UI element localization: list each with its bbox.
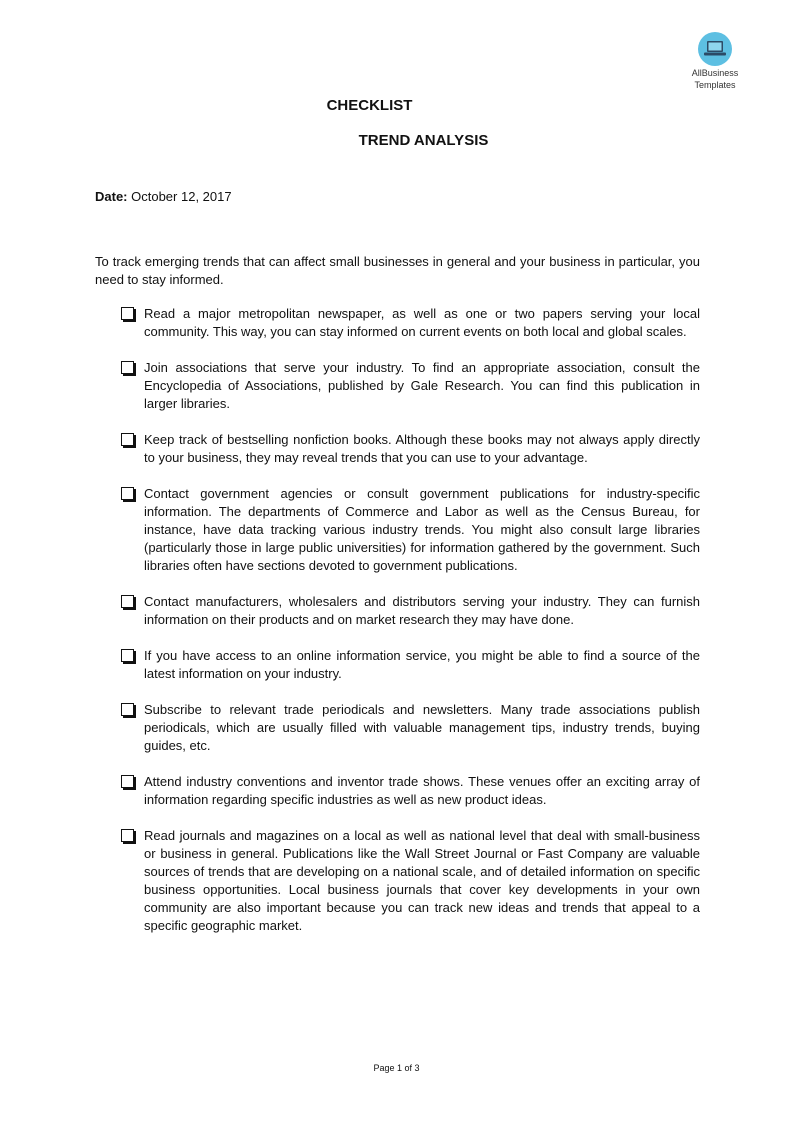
checklist-item	[121, 647, 700, 683]
checkbox[interactable]	[121, 775, 134, 788]
checklist-item-text: If you have access to an online information service, you might be able to find a source of the latest information on your industry.	[144, 648, 700, 681]
checkbox[interactable]	[121, 703, 134, 716]
checklist-item-text: Contact government agencies or consult government publications for industry-specific information. The departments of Commerce and Labor as well as the Census Bureau, for instance, have data tracking various industry trends. You might also consult large libraries (particularly those in large public universities) for information gathered by the government. Such libraries often have sections devoted to government publications.	[144, 486, 700, 573]
checklist-item	[121, 827, 700, 935]
logo-text-line1: AllBusiness	[691, 68, 739, 78]
page-title: CHECKLIST	[326, 97, 413, 114]
checklist-item	[121, 773, 700, 809]
checklist-item	[121, 593, 700, 629]
checklist-item-text: Attend industry conventions and inventor trade shows. These venues offer an exciting array of information regarding specific industries as well as new product ideas.	[144, 774, 700, 807]
checklist-item-text: Read a major metropolitan newspaper, as well as one or two papers serving your local community. This way, you can stay informed on current events on both local and global scales.	[144, 306, 700, 339]
page-subtitle: TREND ANALYSIS	[358, 132, 489, 149]
checklist-item-text: Contact manufacturers, wholesalers and distributors serving your industry. They can furnish information on their products and on market research they may have done.	[144, 594, 700, 627]
date-value: October 12, 2017	[127, 189, 232, 204]
checkbox[interactable]	[121, 487, 134, 500]
checklist-item	[121, 305, 700, 341]
date-label: Date:	[95, 189, 128, 204]
checklist-item	[121, 701, 700, 755]
checkbox[interactable]	[121, 649, 134, 662]
checklist-item	[121, 359, 700, 413]
checklist-item	[121, 485, 700, 575]
laptop-icon	[698, 32, 732, 66]
checklist-item-text: Subscribe to relevant trade periodicals and newsletters. Many trade associations publish periodicals, which are usually filled with valuable management tips, industry trends, buying guides, etc.	[144, 702, 700, 753]
checkbox[interactable]	[121, 595, 134, 608]
checkbox[interactable]	[121, 433, 134, 446]
checklist	[121, 305, 700, 953]
checklist-item-text: Keep track of bestselling nonfiction books. Although these books may not always apply directly to your business, they may reveal trends that you can use to your advantage.	[144, 432, 700, 465]
checkbox[interactable]	[121, 829, 134, 842]
date-line	[95, 189, 232, 204]
logo	[684, 32, 746, 90]
checkbox[interactable]	[121, 307, 134, 320]
intro-paragraph: To track emerging trends that can affect small businesses in general and your business in particular, you need to stay informed.	[95, 254, 700, 287]
page-number: Page 1 of 3	[373, 1063, 420, 1073]
checklist-item-text: Read journals and magazines on a local as well as national level that deal with small-business or business in general. Publications like the Wall Street Journal or Fast Company are valuable sources of trends that are developing on a national scale, and of detailed information on specific business opportunities. Local business journals that cover key developments in your own community are also important because you can track new ideas and trends that appeal to a specific geographic market.	[144, 828, 700, 933]
checklist-item-text: Join associations that serve your industry. To find an appropriate association, consult the Encyclopedia of Associations, published by Gale Research. You can find this publication in larger libraries.	[144, 360, 700, 411]
checkbox[interactable]	[121, 361, 134, 374]
checklist-item	[121, 431, 700, 467]
logo-text-line2: Templates	[694, 80, 736, 90]
